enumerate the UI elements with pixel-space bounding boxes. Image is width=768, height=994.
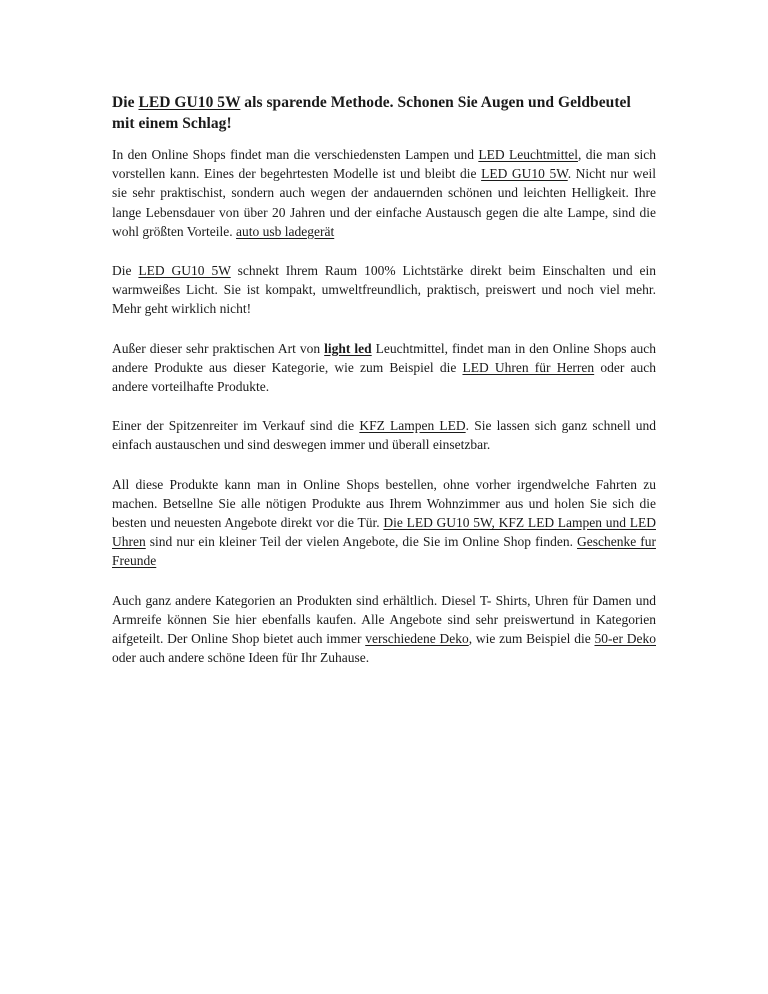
document-page bbox=[112, 92, 656, 687]
link-geschenke-fur-freunde[interactable]: Geschenke fur Freunde bbox=[112, 534, 656, 569]
link-led-gu10[interactable]: LED GU10 5W bbox=[481, 166, 568, 182]
link-50er-deko[interactable]: 50-er Deko bbox=[594, 631, 656, 647]
link-led-gu10[interactable]: LED GU10 5W bbox=[138, 263, 231, 279]
paragraph-text: In den Online Shops findet man die verschiedensten Lampen und bbox=[112, 147, 479, 162]
link-light-led[interactable]: light led bbox=[324, 340, 372, 356]
paragraph-text: sind nur ein kleiner Teil der vielen Angebote, die Sie im Online Shop finden. bbox=[145, 534, 577, 550]
paragraph-text: oder auch andere schöne Ideen für Ihr Zuhause. bbox=[112, 650, 370, 666]
link-led-leuchtmittel[interactable]: LED Leuchtmittel bbox=[478, 147, 578, 162]
paragraph-5 bbox=[112, 475, 656, 571]
paragraph-text: Leuchtmittel, findet man in den Online Shops auch andere Produkte aus dieser Kategorie, wie zum Beispiel die bbox=[112, 340, 656, 375]
title-text: als sparende Methode. Schonen Sie Augen und Geldbeutel mit einem Schlag! bbox=[112, 94, 631, 132]
paragraph-text: schnekt Ihrem Raum 100% Lichtstärke direkt beim Einschalten und ein warmweißes Licht. Sie ist kompakt, umweltfreundlich, praktisch, preiswert und noch viel mehr. Mehr geht wirklich nicht! bbox=[112, 263, 656, 317]
paragraph-text: , die man sich vorstellen kann. Eines der begehrtesten Modelle ist und bleibt die bbox=[112, 147, 657, 182]
paragraph-text: Die bbox=[112, 263, 139, 279]
link-auto-usb-ladegeraet[interactable]: auto usb ladegerät bbox=[236, 223, 335, 239]
paragraph-2 bbox=[112, 261, 656, 319]
paragraph-3 bbox=[112, 339, 656, 397]
paragraph-text: . Sie lassen sich ganz schnell und einfach austauschen und sind deswegen immer und überall einsetzbar. bbox=[112, 418, 656, 453]
paragraph-6 bbox=[112, 591, 656, 668]
paragraph-4 bbox=[112, 416, 656, 454]
paragraph-text: oder auch andere vorteilhafte Produkte. bbox=[112, 359, 656, 395]
paragraph-text: Auch ganz andere Kategorien an Produkten sind erhältlich. Diesel T- Shirts, Uhren für Damen und Armreife können Sie hier ebenfalls kaufen. Alle Angebote sind sehr preiswertund in Kategorien aifgeteilt. Der Online Shop bietet auch immer bbox=[112, 592, 656, 647]
paragraph-text: Außer dieser sehr praktischen Art von bbox=[112, 340, 325, 356]
paragraph-1 bbox=[112, 145, 656, 241]
link-verschiedene-deko[interactable]: verschiedene Deko bbox=[365, 631, 469, 647]
paragraph-text: All diese Produkte kann man in Online Shops bestellen, ohne vorher irgendwelche Fahrten zu machen. Betsellne Sie alle nötigen Produkte aus Ihrem Wohnzimmer aus und holen Sie sich die besten und neuesten Angebote direkt vor die Tür. bbox=[112, 476, 656, 531]
article-title bbox=[112, 92, 656, 134]
title-link-led-gu10[interactable]: LED GU10 5W bbox=[138, 94, 241, 111]
paragraph-text: , wie zum Beispiel die bbox=[468, 631, 595, 647]
link-led-uhren-herren[interactable]: LED Uhren für Herren bbox=[462, 359, 595, 375]
paragraph-text: Einer der Spitzenreiter im Verkauf sind die bbox=[112, 418, 360, 434]
paragraph-text: . Nicht nur weil sie sehr praktischist, sondern auch wegen der andauernden schönen und leichten Helligkeit. Ihre lange Lebensdauer von über 20 Jahren und der einfache Austausch gegen die alte Lampe, sind die wohl größten Vorteile. bbox=[112, 166, 656, 239]
title-text: Die bbox=[112, 94, 139, 111]
link-kfz-lampen-led[interactable]: KFZ Lampen LED bbox=[359, 418, 466, 434]
link-led-gu10-kfz-uhren[interactable]: Die LED GU10 5W, KFZ LED Lampen und LED Uhren bbox=[112, 515, 656, 550]
